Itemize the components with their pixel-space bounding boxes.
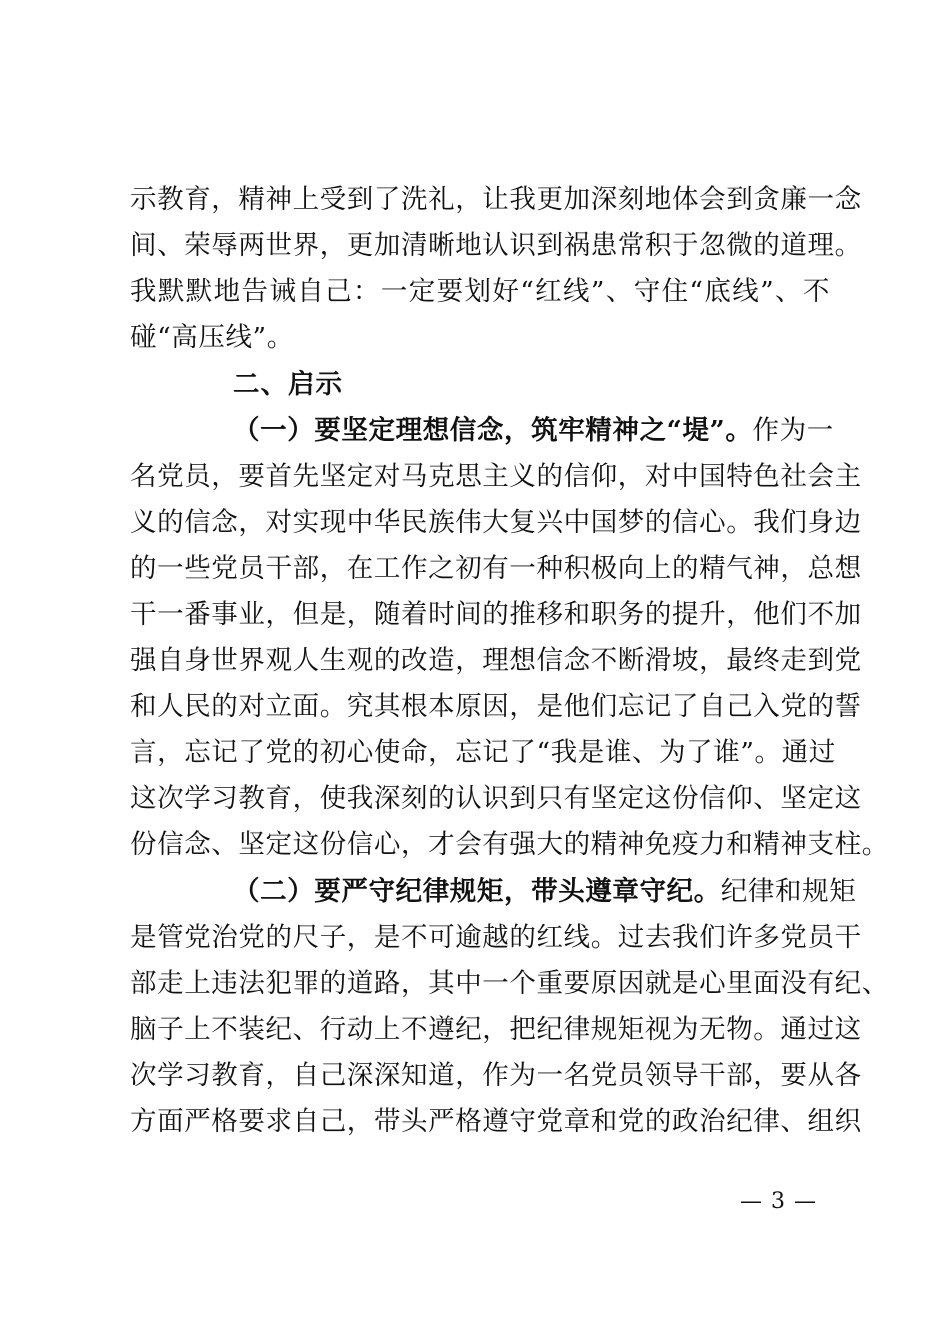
paragraph-1-line-2: 间、荣辱两世界，更加清晰地认识到祸患常积于忽微的道理。 [130, 230, 862, 261]
paragraph-2-line-7: 言，忘记了党的初心使命，忘记了“我是谁、为了谁”。通过 [130, 737, 836, 768]
page-number: — 3 — [740, 1189, 817, 1214]
paragraph-3-line-4: 次学习教育，自己深深知道，作为一名党员领导干部，要从各 [130, 1060, 862, 1091]
paragraph-3-lead-text: 纪律和规矩 [720, 876, 857, 907]
paragraph-2-line-2: 义的信念，对实现中华民族伟大复兴中国梦的信心。我们身边 [130, 507, 862, 538]
paragraph-2-line-3: 的一些党员干部，在工作之初有一种积极向上的精气神，总想 [130, 553, 862, 584]
paragraph-1-line-3: 我默默地告诫自己：一定要划好“红线”、守住“底线”、不 [130, 276, 830, 307]
paragraph-3-lead-line [233, 869, 857, 915]
paragraph-2-line-5: 强自身世界观人生观的改造，理想信念不断滑坡，最终走到党 [130, 645, 862, 676]
paragraph-2-line-8: 这次学习教育，使我深刻的认识到只有坚定这份信仰、坚定这 [130, 783, 862, 814]
paragraph-2-line-4: 干一番事业，但是，随着时间的推移和职务的提升，他们不加 [130, 599, 862, 630]
paragraph-2-subheading: （一）要坚定理想信念，筑牢精神之“堤”。 [233, 415, 753, 446]
paragraph-1-line-4: 碰“高压线”。 [130, 322, 294, 353]
section-heading: 二、启示 [233, 369, 343, 400]
paragraph-3-subheading: （二）要严守纪律规矩，带头遵章守纪。 [233, 876, 721, 907]
paragraph-2-line-6: 和人民的对立面。究其根本原因，是他们忘记了自己入党的誓 [130, 691, 862, 722]
paragraph-2-lead-line [233, 408, 834, 454]
paragraph-2-line-1: 名党员，要首先坚定对马克思主义的信仰，对中国特色社会主 [130, 461, 862, 492]
paragraph-2-line-9: 份信念、坚定这份信心，才会有强大的精神免疫力和精神支柱。 [130, 829, 889, 860]
paragraph-3-line-3: 脑子上不装纪、行动上不遵纪，把纪律规矩视为无物。通过这 [130, 1014, 862, 1045]
paragraph-3-line-5: 方面严格要求自己，带头严格遵守党章和党的政治纪律、组织 [130, 1106, 862, 1137]
paragraph-2-lead-text: 作为一 [752, 415, 834, 446]
paragraph-3-line-2: 部走上违法犯罪的道路，其中一个重要原因就是心里面没有纪、 [130, 968, 889, 999]
paragraph-1-line-1: 示教育，精神上受到了洗礼，让我更加深刻地体会到贪廉一念 [130, 184, 862, 215]
paragraph-3-line-1: 是管党治党的尺子，是不可逾越的红线。过去我们许多党员干 [130, 922, 862, 953]
